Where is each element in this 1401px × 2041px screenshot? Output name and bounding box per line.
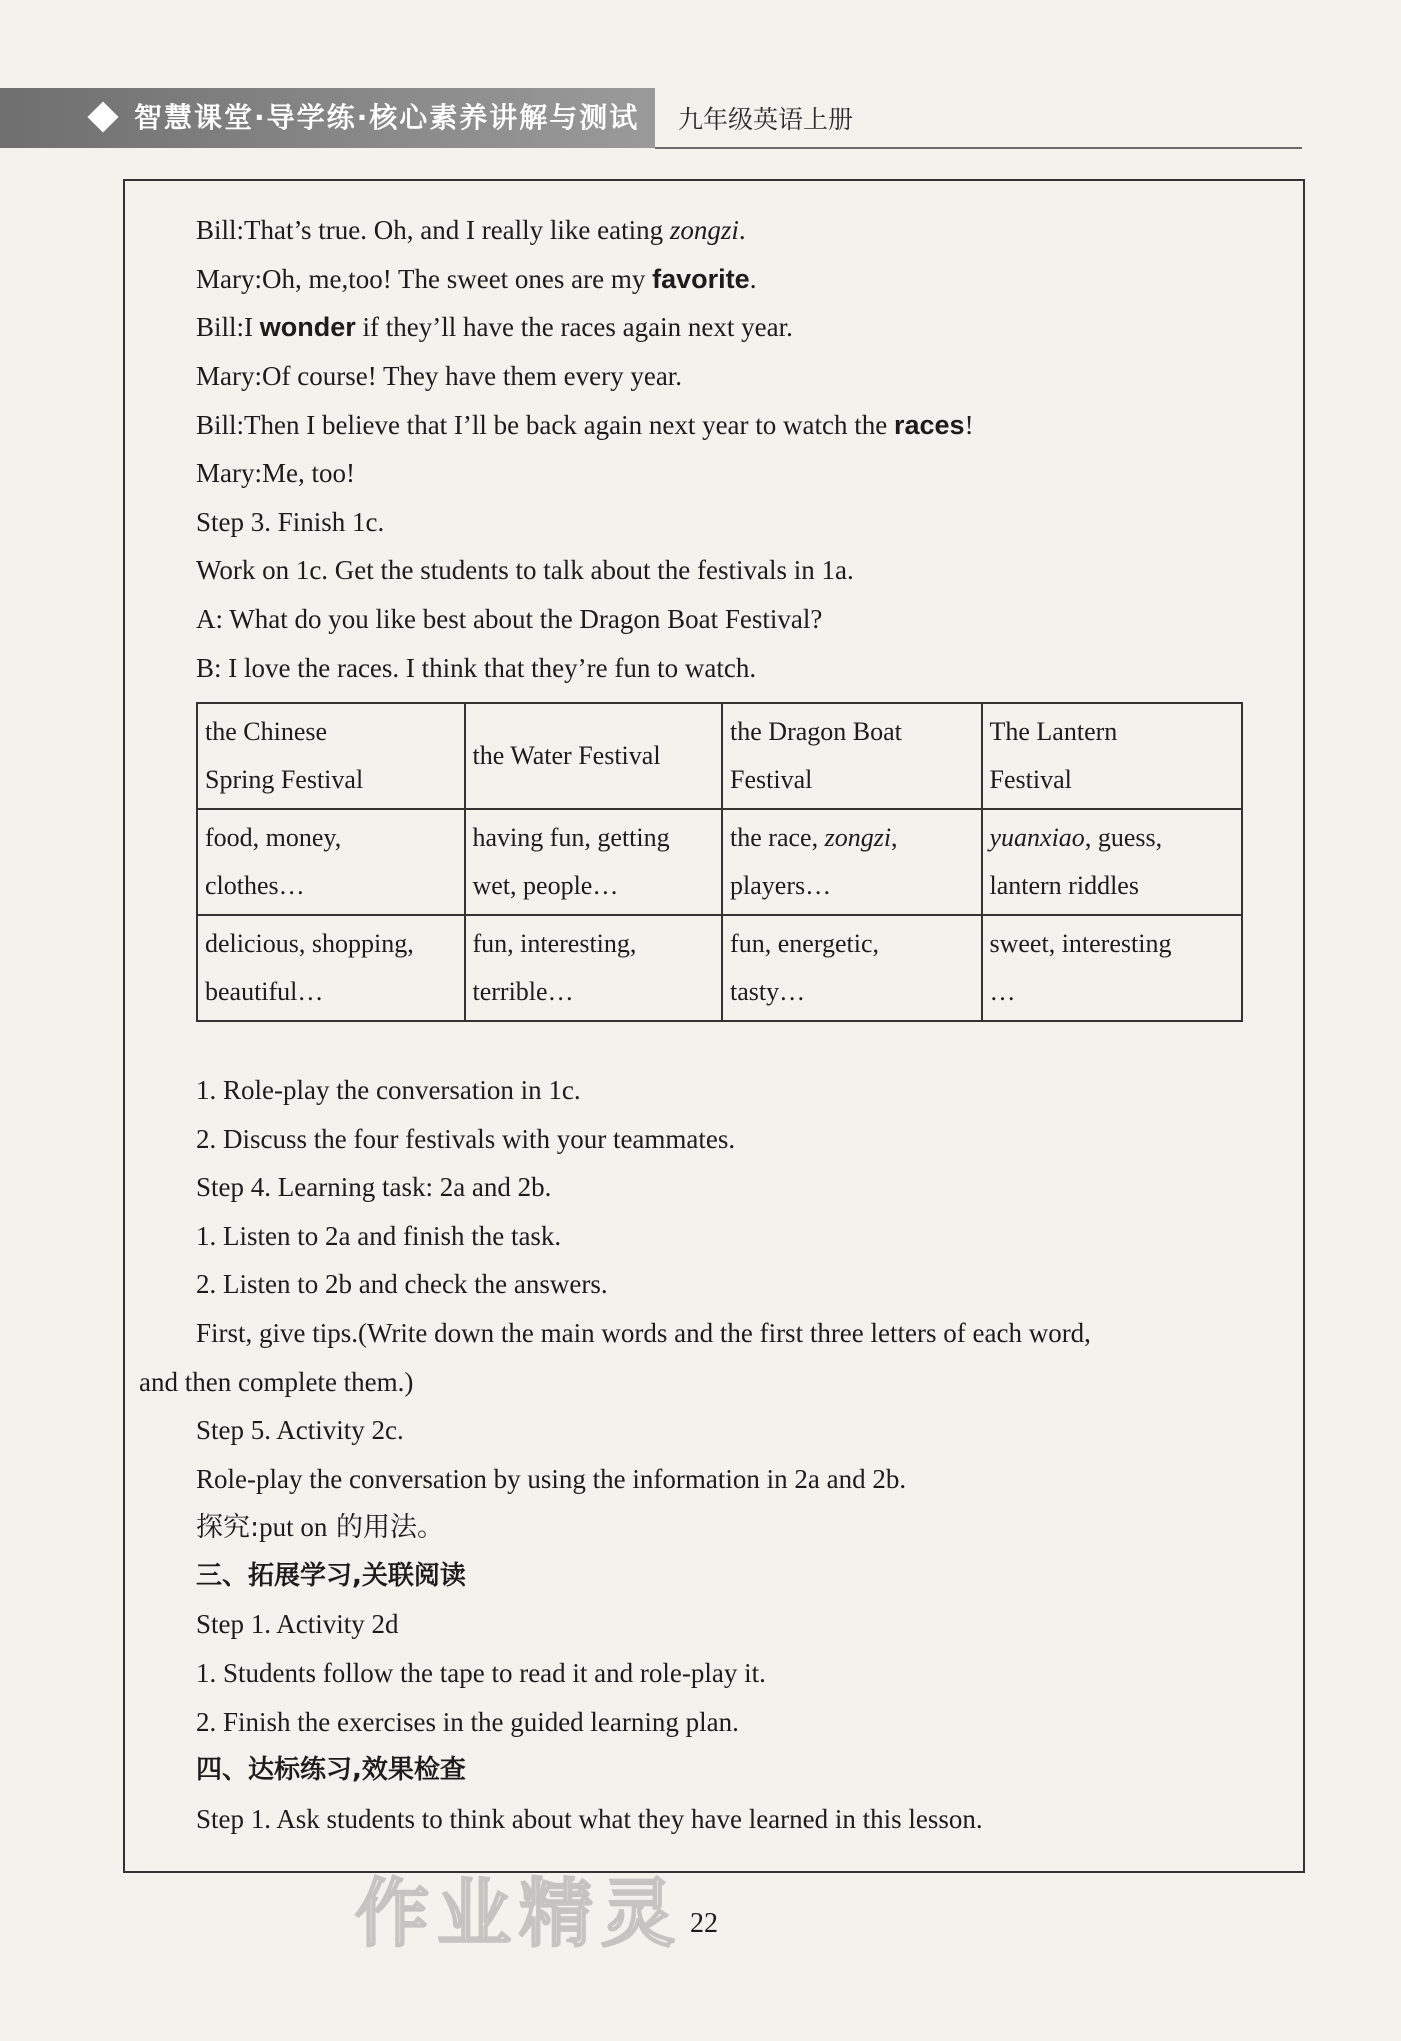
table-row xyxy=(197,915,1242,1021)
step-heading: Step 3. Finish 1c. xyxy=(196,507,385,537)
table-cell: the Chinese Spring Festival xyxy=(197,703,465,809)
header-rule xyxy=(655,147,1302,149)
grade-label: 九年级英语上册 xyxy=(678,105,854,134)
instruction-text: Work on 1c. Get the students to talk about the festivals in 1a. xyxy=(196,555,854,585)
task-item: 1. Role-play the conversation in 1c. xyxy=(196,1075,581,1105)
tips-text: and then complete them.) xyxy=(139,1367,414,1397)
dialogue-line: Mary:Of course! They have them every year. xyxy=(196,361,683,391)
table-cell: the Dragon Boat Festival xyxy=(722,703,981,809)
task-item: 1. Students follow the tape to read it and role-play it. xyxy=(196,1658,766,1688)
section-heading: 四、达标练习,效果检查 xyxy=(196,1755,466,1785)
table-cell: the Water Festival xyxy=(465,703,723,809)
table-cell: sweet, interesting … xyxy=(982,915,1243,1021)
table-cell: the race, zongzi, players… xyxy=(722,809,981,915)
table-cell: fun, interesting, terrible… xyxy=(465,915,723,1021)
task-item: 2. Listen to 2b and check the answers. xyxy=(196,1269,608,1299)
section-heading: 三、拓展学习,关联阅读 xyxy=(196,1561,466,1591)
dialogue-line: Mary:Oh, me,too! The sweet ones are my favorite. xyxy=(196,264,757,294)
example-line: A: What do you like best about the Dragon Boat Festival? xyxy=(196,604,823,634)
dialogue-line: Bill:That’s true. Oh, and I really like eating zongzi. xyxy=(196,215,746,245)
dialogue-line: Bill:I wonder if they’ll have the races again next year. xyxy=(196,312,793,342)
series-title: 智慧课堂·导学练·核心素养讲解与测试 xyxy=(134,101,640,134)
table-cell: fun, energetic, tasty… xyxy=(722,915,981,1021)
step-heading: Step 5. Activity 2c. xyxy=(196,1415,404,1445)
step-heading: Step 1. Activity 2d xyxy=(196,1609,399,1639)
table-cell: food, money, clothes… xyxy=(197,809,465,915)
task-item: 2. Discuss the four festivals with your teammates. xyxy=(196,1124,736,1154)
instruction-text: Role-play the conversation by using the information in 2a and 2b. xyxy=(196,1464,907,1494)
table-cell: The Lantern Festival xyxy=(982,703,1243,809)
table-cell: having fun, getting wet, people… xyxy=(465,809,723,915)
step-heading: Step 1. Ask students to think about what they have learned in this lesson. xyxy=(196,1804,983,1834)
dialogue-line: Mary:Me, too! xyxy=(196,458,355,488)
page-number: 22 xyxy=(690,1908,718,1939)
tips-text: First, give tips.(Write down the main words and the first three letters of each word, xyxy=(196,1318,1091,1348)
table-row xyxy=(197,703,1242,809)
task-item: 2. Finish the exercises in the guided learning plan. xyxy=(196,1707,739,1737)
dialogue-line: Bill:Then I believe that I’ll be back again next year to watch the races! xyxy=(196,410,974,440)
festival-table xyxy=(196,702,1243,1022)
table-row xyxy=(197,809,1242,915)
table-cell: yuanxiao, guess, lantern riddles xyxy=(982,809,1243,915)
explore-note: 探究:put on 的用法。 xyxy=(196,1512,444,1543)
example-line: B: I love the races. I think that they’re fun to watch. xyxy=(196,653,757,683)
task-item: 1. Listen to 2a and finish the task. xyxy=(196,1221,562,1251)
table-cell: delicious, shopping, beautiful… xyxy=(197,915,465,1021)
step-heading: Step 4. Learning task: 2a and 2b. xyxy=(196,1172,552,1202)
watermark: 作业精灵 xyxy=(355,1871,683,1957)
